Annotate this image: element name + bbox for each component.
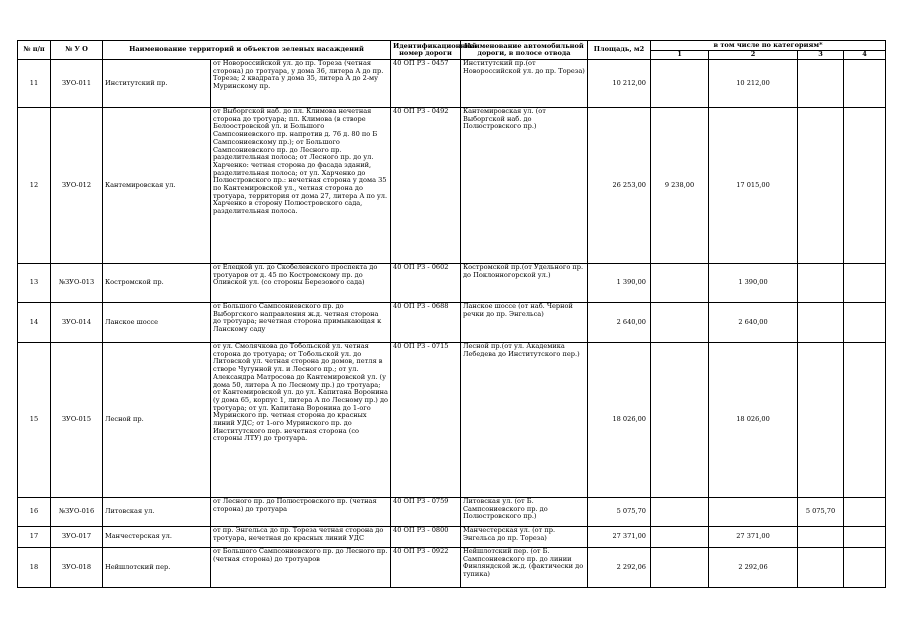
cell-num: 18: [18, 548, 51, 588]
cell-cat-3: [798, 303, 844, 343]
cell-cat-3: 5 075,70: [798, 498, 844, 527]
table-row: [18, 498, 886, 527]
cell-name: Нейшлотский пер.: [103, 548, 211, 588]
cell-cat-2: 17 015,00: [709, 108, 798, 264]
cell-cat-4: [844, 264, 886, 303]
cell-ident: 40 ОП РЗ - 0715: [391, 343, 461, 498]
cell-road: Литовская ул. (от Б. Сампсониевского пр. до Полюстровского пр.): [461, 498, 588, 527]
cell-num: 13: [18, 264, 51, 303]
cell-desc: от Большого Сампсониевского пр. до Лесного пр.(четная сторона) до тротуаров: [211, 548, 391, 588]
cell-name: Литовская ул.: [103, 498, 211, 527]
cell-desc: от Выборгской наб. до пл. Климова нечетная сторона до тротуара; пл. Климова (в створе Белоостровской ул. и Большого Сампсониевского пр. напротив д. 76 д. 80 по Б Сампсониевскому пр.); от Большого Сампсониевского пр. до Лесного пр. разделительная полоса; от Лесного пр. до ул. Харченко: четная сторона до фасада зданий, разделительная полоса; от ул. Харченко до Полюстровского пр.: нечетная сторона у дома 35 по Кантемировской ул., четная сторона до тротуара, территория от дома 27, литера А по ул. Харченко в сторону Полюстровского сада, разделительная полоса.: [211, 108, 391, 264]
cell-code: №ЗУО-016: [51, 498, 103, 527]
cell-ident: 40 ОП РЗ - 0922: [391, 548, 461, 588]
table-row: [18, 108, 886, 264]
header-cat-4: 4: [844, 51, 886, 60]
cell-num: 16: [18, 498, 51, 527]
cell-num: 12: [18, 108, 51, 264]
cell-road: Нейшлотский пер. (от Б. Сампсониевского пр. до линии Финляндской ж.д. (фактически до тупика): [461, 548, 588, 588]
cell-desc: от пр. Энгельса до пр. Тореза четная сторона до тротуара, нечетная до красных линий УДС: [211, 527, 391, 548]
cell-num: 14: [18, 303, 51, 343]
cell-desc: от Большого Сампсониевского пр. до Выборгского направления ж.д. четная сторона до тротуара; нечетная сторона примыкающая к Ланскому саду: [211, 303, 391, 343]
cell-name: Ланское шоссе: [103, 303, 211, 343]
header-num: № п/п: [18, 41, 51, 60]
cell-cat-1: [651, 343, 709, 498]
table-row: [18, 548, 886, 588]
cell-num: 17: [18, 527, 51, 548]
cell-cat-2: 18 026,00: [709, 343, 798, 498]
cell-desc: от ул. Смолячкова до Тобольской ул. четная сторона до тротуара; от Тобольской ул. до Литовской ул. четная сторона до домов, петля в створе Чугунной ул. и Лесного пр.; от ул. Александра Матросова до Кантемировской ул. (у дома 50, литера А по Лесному пр.) до тротуара; от Кантемировской ул. до ул. Капитана Воронина (у дома 65, корпус 1, литера А по Лесному пр.) до тротуара; от ул. Капитана Воронина до 1-ого Муринского пр. четная сторона до красных линий УДС; от 1-ого Муринского пр. до Институтского пер. нечетная сторона (со стороны ЛТУ) до тротуара.: [211, 343, 391, 498]
cell-road: Ланское шоссе (от наб. Черной речки до пр. Энгельса): [461, 303, 588, 343]
cell-cat-4: [844, 527, 886, 548]
cell-code: ЗУО-011: [51, 60, 103, 108]
cell-road: Институтский пр.(от Новороссийской ул. до пр. Тореза): [461, 60, 588, 108]
header-road: Наименование автомобильной дороги, в полосе отвода: [461, 41, 588, 60]
document-sheet: [17, 40, 886, 588]
cell-cat-3: [798, 527, 844, 548]
cell-area: 2 292,06: [588, 548, 651, 588]
header-area: Площадь, м2: [588, 41, 651, 60]
cell-code: ЗУО-015: [51, 343, 103, 498]
cell-name: Манчестерская ул.: [103, 527, 211, 548]
green-zones-table: [17, 40, 886, 588]
cell-code: ЗУО-017: [51, 527, 103, 548]
cell-code: ЗУО-014: [51, 303, 103, 343]
cell-road: Манчестерская ул. (от пр. Энгельса до пр. Тореза): [461, 527, 588, 548]
cell-ident: 40 ОП РЗ - 0457: [391, 60, 461, 108]
header-cat-1: 1: [651, 51, 709, 60]
cell-cat-4: [844, 60, 886, 108]
cell-cat-4: [844, 303, 886, 343]
cell-ident: 40 ОП РЗ - 0688: [391, 303, 461, 343]
cell-cat-2: 1 390,00: [709, 264, 798, 303]
cell-cat-1: [651, 548, 709, 588]
table-row: [18, 527, 886, 548]
header-code: № У О: [51, 41, 103, 60]
cell-code: №ЗУО-013: [51, 264, 103, 303]
table-row: [18, 343, 886, 498]
cell-code: ЗУО-012: [51, 108, 103, 264]
cell-code: ЗУО-018: [51, 548, 103, 588]
cell-road: Костромской пр.(от Удельного пр. до Поклонногорской ул.): [461, 264, 588, 303]
cell-name: Костромской пр.: [103, 264, 211, 303]
cell-road: Кантемировская ул. (от Выборгской наб. до Полюстровского пр.): [461, 108, 588, 264]
cell-area: 2 640,00: [588, 303, 651, 343]
cell-area: 5 075,70: [588, 498, 651, 527]
cell-cat-1: [651, 498, 709, 527]
cell-cat-2: [709, 498, 798, 527]
cell-cat-3: [798, 548, 844, 588]
header-categories: в том числе по категориям*: [651, 41, 886, 51]
cell-desc: от Лесного пр. до Полюстровского пр. (четная сторона) до тротуара: [211, 498, 391, 527]
header-cat-3: 3: [798, 51, 844, 60]
cell-cat-3: [798, 108, 844, 264]
cell-cat-3: [798, 60, 844, 108]
cell-name: Институтский пр.: [103, 60, 211, 108]
table-row: [18, 60, 886, 108]
cell-cat-4: [844, 343, 886, 498]
table-row: [18, 264, 886, 303]
cell-cat-4: [844, 498, 886, 527]
cell-cat-1: [651, 303, 709, 343]
cell-area: 27 371,00: [588, 527, 651, 548]
cell-ident: 40 ОП РЗ - 0492: [391, 108, 461, 264]
cell-desc: от Новороссийской ул. до пр. Тореза (четная сторона) до тротуара, у дома 36, литера А до пр. Тореза; 2 квадрата у дома 35, литера А до 2-му Муринскому пр.: [211, 60, 391, 108]
cell-cat-3: [798, 343, 844, 498]
table-row: [18, 303, 886, 343]
cell-desc: от Елецкой ул. до Скобелевского проспекта до тротуаров от д. 45 по Костромскому пр. до Оливской ул. (со стороны Березового сада): [211, 264, 391, 303]
cell-cat-1: [651, 264, 709, 303]
cell-cat-2: 2 640,00: [709, 303, 798, 343]
cell-cat-3: [798, 264, 844, 303]
cell-area: 26 253,00: [588, 108, 651, 264]
cell-cat-4: [844, 548, 886, 588]
cell-name: Лесной пр.: [103, 343, 211, 498]
cell-area: 1 390,00: [588, 264, 651, 303]
cell-ident: 40 ОП РЗ - 0800: [391, 527, 461, 548]
cell-num: 15: [18, 343, 51, 498]
cell-num: 11: [18, 60, 51, 108]
cell-cat-2: 2 292,06: [709, 548, 798, 588]
cell-name: Кантемировская ул.: [103, 108, 211, 264]
cell-cat-1: 9 238,00: [651, 108, 709, 264]
cell-ident: 40 ОП РЗ - 0602: [391, 264, 461, 303]
cell-cat-4: [844, 108, 886, 264]
cell-cat-1: [651, 60, 709, 108]
cell-cat-1: [651, 527, 709, 548]
cell-cat-2: 10 212,00: [709, 60, 798, 108]
header-ident: Идентификационный номер дороги: [391, 41, 461, 60]
cell-area: 10 212,00: [588, 60, 651, 108]
cell-area: 18 026,00: [588, 343, 651, 498]
cell-ident: 40 ОП РЗ - 0759: [391, 498, 461, 527]
cell-cat-2: 27 371,00: [709, 527, 798, 548]
cell-road: Лесной пр.(от ул. Академика Лебедева до Институтского пер.): [461, 343, 588, 498]
header-name: Наименование территорий и объектов зеленых насаждений: [103, 41, 391, 60]
header-cat-2: 2: [709, 51, 798, 60]
